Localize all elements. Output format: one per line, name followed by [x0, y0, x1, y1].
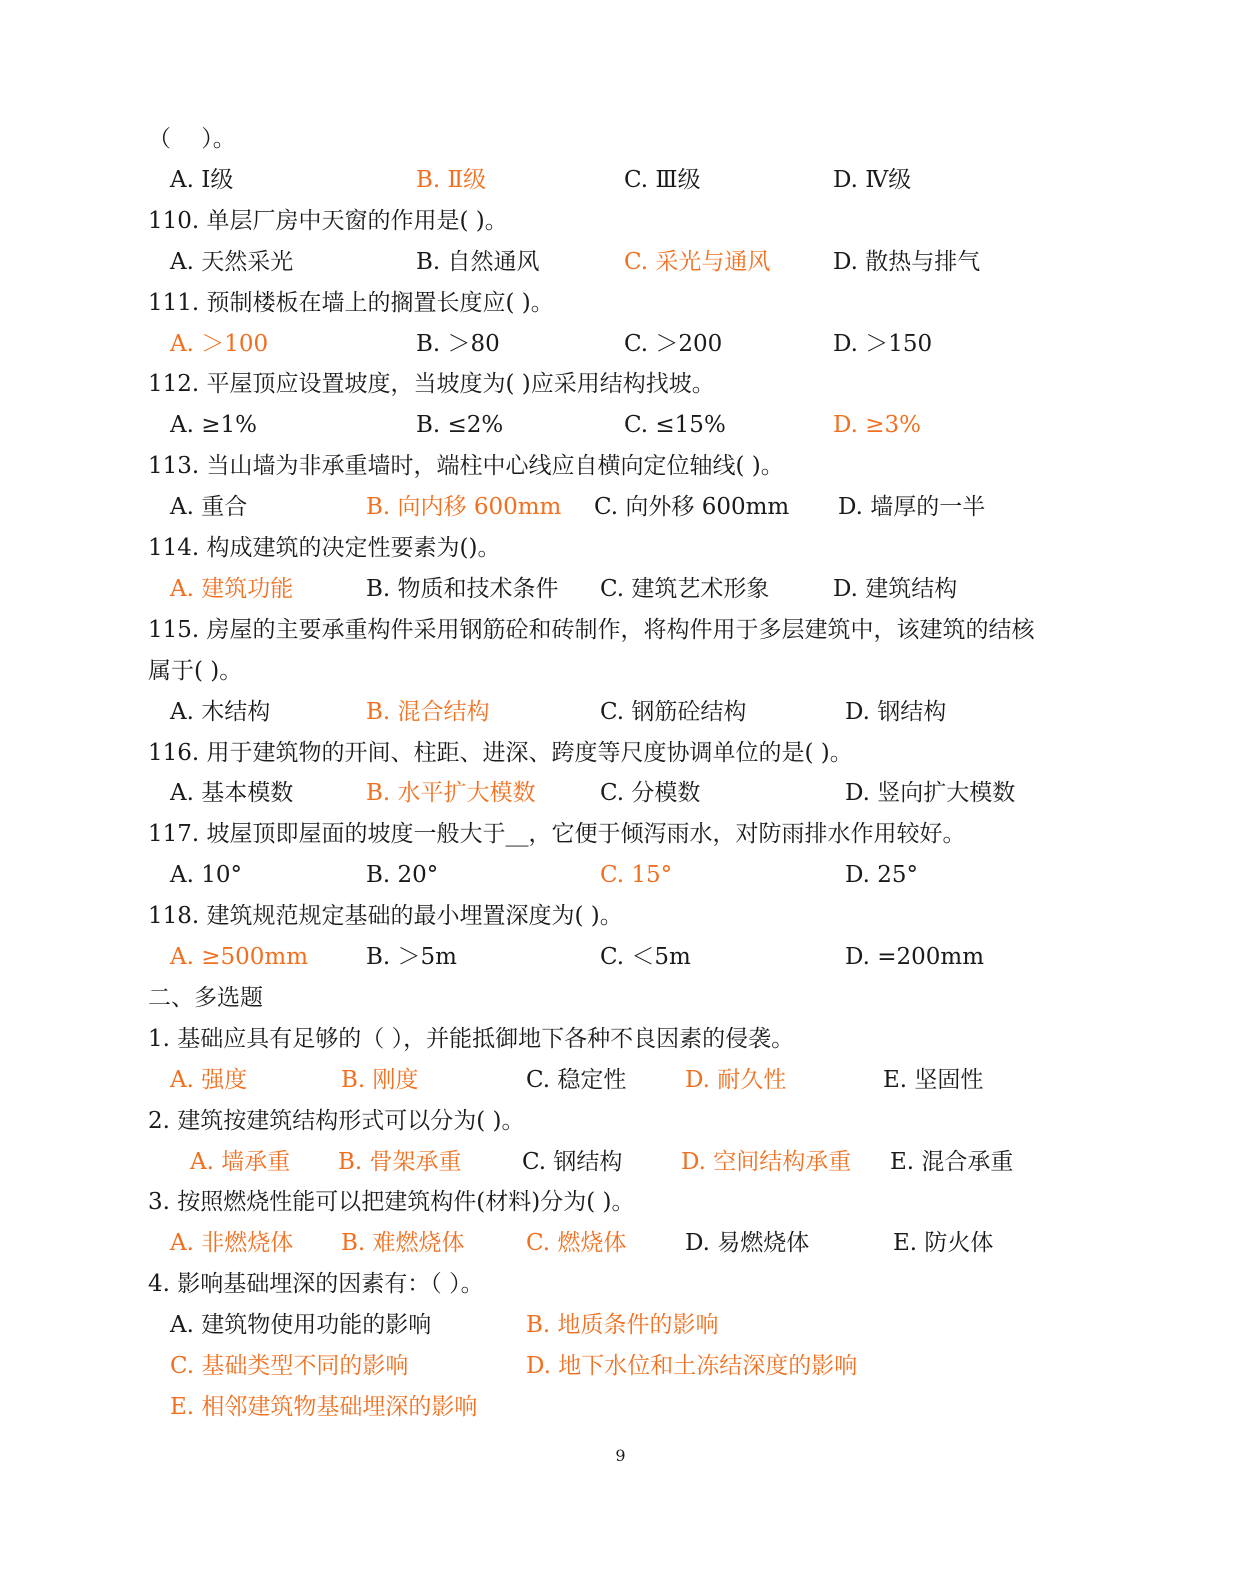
- option: B. 自然通风: [416, 249, 540, 275]
- answer-option: A. 非燃烧体: [170, 1230, 294, 1256]
- question-text: 117. 坡屋顶即屋面的坡度一般大于__，它便于倾泻雨水，对防雨排水作用较好。: [148, 821, 966, 847]
- answer-option: D. 地下水位和土冻结深度的影响: [526, 1353, 858, 1379]
- question-text: 二、多选题: [148, 985, 263, 1011]
- option: D. 墙厚的一半: [838, 494, 986, 520]
- question-text: 116. 用于建筑物的开间、柱距、进深、跨度等尺度协调单位的是( )。: [148, 740, 853, 766]
- option: C. 分模数: [600, 780, 701, 806]
- question-text: 1. 基础应具有足够的（ ），并能抵御地下各种不良因素的侵袭。: [148, 1026, 795, 1052]
- option: A. 基本模数: [170, 780, 294, 806]
- option: C. 建筑艺术形象: [600, 576, 770, 602]
- option: C. 钢结构: [522, 1149, 623, 1175]
- option: C. ≤15%: [624, 412, 726, 438]
- answer-option: B. 难燃烧体: [341, 1230, 465, 1256]
- question-text: 113. 当山墙为非承重墙时，端柱中心线应自横向定位轴线( )。: [148, 453, 784, 479]
- question-text: 118. 建筑规范规定基础的最小埋置深度为( )。: [148, 903, 623, 929]
- question-text: 112. 平屋顶应设置坡度，当坡度为( )应采用结构找坡。: [148, 371, 715, 397]
- option: B. ＞80: [416, 331, 500, 357]
- answer-option: D. ≥3%: [833, 412, 922, 438]
- answer-option: A. 强度: [170, 1067, 248, 1093]
- option: E. 混合承重: [890, 1149, 1014, 1175]
- option: C. 向外移 600mm: [594, 494, 790, 520]
- answer-option: C. 燃烧体: [526, 1230, 627, 1256]
- question-text: 4. 影响基础埋深的因素有：（ ）。: [148, 1271, 484, 1297]
- answer-option: B. 水平扩大模数: [366, 780, 536, 806]
- option: D. 散热与排气: [833, 249, 981, 275]
- option: C. 钢筋砼结构: [600, 699, 747, 725]
- option: A. 木结构: [170, 699, 271, 725]
- option: B. ＞5m: [366, 944, 457, 970]
- option: A. 重合: [170, 494, 248, 520]
- answer-option: E. 相邻建筑物基础埋深的影响: [170, 1394, 478, 1420]
- answer-option: A. ≥500mm: [170, 944, 309, 970]
- answer-option: B. Ⅱ级: [416, 167, 487, 193]
- answer-option: B. 骨架承重: [338, 1149, 462, 1175]
- question-text: 115. 房屋的主要承重构件采用钢筋砼和砖制作，将构件用于多层建筑中，该建筑的结核: [148, 617, 1035, 643]
- option: D. 建筑结构: [833, 576, 958, 602]
- option: B. ≤2%: [416, 412, 504, 438]
- option: A. 10°: [170, 862, 242, 888]
- option: C. Ⅲ级: [624, 167, 701, 193]
- question-text: （ ）。: [148, 126, 236, 152]
- answer-option: C. 基础类型不同的影响: [170, 1353, 409, 1379]
- option: D. 钢结构: [845, 699, 947, 725]
- option: A. ≥1%: [170, 412, 257, 438]
- answer-option: A. 建筑功能: [170, 576, 294, 602]
- answer-option: A. ＞100: [170, 331, 269, 357]
- question-text: 3. 按照燃烧性能可以把建筑构件(材料)分为( )。: [148, 1189, 635, 1215]
- option: D. =200mm: [845, 944, 985, 970]
- option: D. 易燃烧体: [685, 1230, 810, 1256]
- option: D. 25°: [845, 862, 919, 888]
- question-text: 2. 建筑按建筑结构形式可以分为( )。: [148, 1108, 525, 1134]
- option: D. ＞150: [833, 331, 933, 357]
- answer-option: C. 15°: [600, 862, 673, 888]
- question-text: 111. 预制楼板在墙上的搁置长度应( )。: [148, 290, 554, 316]
- question-text: 114. 构成建筑的决定性要素为()。: [148, 535, 501, 561]
- question-text: 110. 单层厂房中天窗的作用是( )。: [148, 208, 508, 234]
- option: A. 天然采光: [170, 249, 294, 275]
- answer-option: C. 采光与通风: [624, 249, 771, 275]
- option: B. 20°: [366, 862, 439, 888]
- option: C. ＞200: [624, 331, 723, 357]
- answer-option: B. 地质条件的影响: [526, 1312, 719, 1338]
- answer-option: A. 墙承重: [190, 1149, 291, 1175]
- option: A. Ⅰ级: [170, 167, 234, 193]
- answer-option: B. 刚度: [341, 1067, 419, 1093]
- option: B. 物质和技术条件: [366, 576, 559, 602]
- option: C. 稳定性: [526, 1067, 627, 1093]
- option: C. ＜5m: [600, 944, 691, 970]
- option: D. Ⅳ级: [833, 167, 912, 193]
- answer-option: D. 空间结构承重: [681, 1149, 852, 1175]
- answer-option: B. 向内移 600mm: [366, 494, 562, 520]
- option: E. 防火体: [893, 1230, 994, 1256]
- option: A. 建筑物使用功能的影响: [170, 1312, 432, 1338]
- page-number: 9: [615, 1446, 626, 1465]
- answer-option: B. 混合结构: [366, 699, 490, 725]
- question-text: 属于( )。: [148, 658, 243, 684]
- option: E. 坚固性: [883, 1067, 984, 1093]
- option: D. 竖向扩大模数: [845, 780, 1016, 806]
- answer-option: D. 耐久性: [685, 1067, 787, 1093]
